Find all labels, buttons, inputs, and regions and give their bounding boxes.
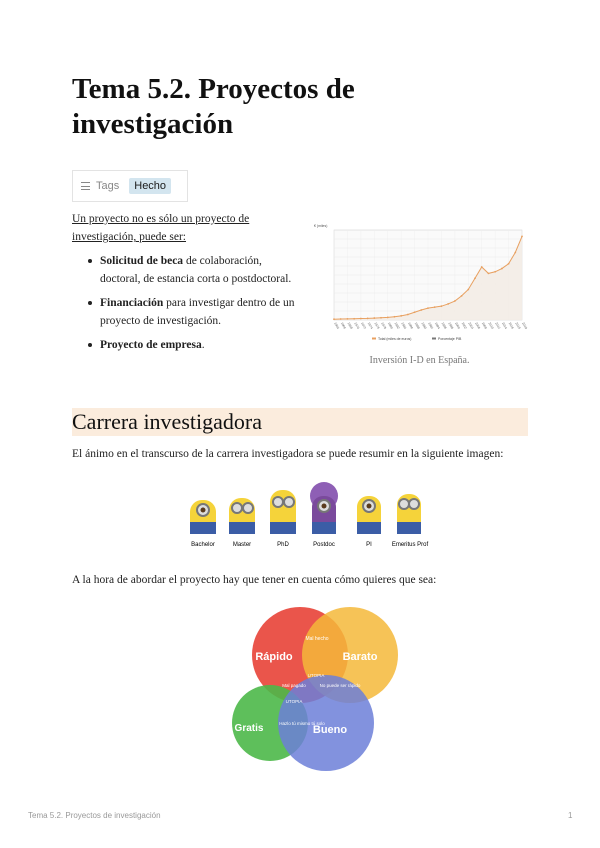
bullet-bold: Financiación [100,297,164,309]
minion-label: Bachelor [191,542,215,548]
list-item [100,252,296,288]
chart-point [441,305,443,307]
minion-emeritus [397,494,421,534]
minion-label: PI [366,542,372,548]
venn-svg [222,605,402,775]
minions-image [182,478,437,550]
chart-x-tick-label: 2006 [474,321,482,330]
chart-x-tick-label: 2010 [487,321,495,330]
list-item [100,294,296,330]
page-number: 1 [568,811,573,820]
chart-x-tick-label: 1978 [380,321,388,330]
intro-text: Un proyecto no es sólo un proyecto de investigación, puede ser: [72,213,250,243]
minion-label: Master [232,542,252,548]
investment-chart [312,220,527,345]
venn-label: Rápido [255,651,293,663]
minions-illustration [182,478,437,550]
chart-x-tick-label: 1966 [339,321,347,330]
chart-point [333,318,335,320]
chart-x-tick-label: 1990 [420,321,428,330]
chart-x-tick-label: 2000 [453,321,462,330]
chart-point [400,315,402,317]
chart-x-tick-label: 1992 [427,321,435,330]
chart-point [394,316,396,318]
chart-point [420,309,422,311]
venn-overlap-label: UTOPIA [285,699,303,704]
tag-badge[interactable]: Hecho [129,178,171,194]
venn-label: Bueno [312,724,348,736]
chart-x-tick-label: 2019 [521,321,529,330]
chart-point [387,317,389,319]
venn-label: Gratis [234,723,264,734]
chart-point [407,314,409,316]
bullet-text: para investigar dentro de un proyecto de investigación. [100,297,295,327]
chart-point [353,318,355,320]
chart-point [488,272,490,274]
properties-block [72,170,188,202]
minion-bachelor [190,500,216,534]
chart-point [340,318,342,320]
minion-label: PhD [277,542,289,548]
minion-postdoc [310,482,338,534]
chart-point [508,263,510,265]
chart-legend-label: Porcentaje PIB [438,337,462,341]
chart-x-tick-label: 2004 [467,321,475,330]
chart-point [521,236,523,238]
chart-x-tick-label: 1972 [359,321,368,330]
bullet-bold: Proyecto de empresa [100,339,202,351]
bullet-text: . [201,339,205,351]
chart-legend-swatch [372,338,376,340]
chart-x-tick-label: 1998 [447,321,455,330]
chart-x-tick-label: 1976 [373,321,381,330]
chart-x-tick-label: 2008 [480,321,488,330]
chart-x-tick-label: 1974 [366,321,374,330]
chart-point [434,306,436,308]
chart-x-tick-label: 2002 [460,321,468,330]
venn-overlap-label: UTOPIA [307,673,325,678]
list-icon [81,182,90,190]
chart-x-tick-label: 1986 [406,321,415,330]
bullet-list [100,252,296,360]
chart-point [360,318,362,320]
section-heading: Carrera investigadora [72,408,528,436]
bullet-text: de colaboración, doctoral, de estancia corta o postdoctoral. [100,255,292,285]
minion-phd [270,490,296,534]
venn-overlap-label: Mal pagado [282,683,306,688]
page-title: Tema 5.2. Proyectos de investigación [72,73,355,140]
chart-x-tick-label: 1982 [393,321,401,330]
chart-legend-label: Total (miles de euros) [378,337,412,341]
chart-x-tick-label: 1984 [400,321,408,330]
chart-point [514,252,516,254]
minion-label: Emeritus Prof [391,542,429,548]
chart-x-tick-label: 1994 [433,321,441,330]
paragraph-2: A la hora de abordar el proyecto hay que tener en cuenta cómo quieres que sea: [72,574,437,586]
chart-x-tick-label: 1988 [413,321,421,330]
venn-overlap-label: Hazlo tú mismo tú solo [279,721,325,726]
chart-x-tick-label: 1964 [333,321,341,330]
chart-x-tick-label: 2018 [514,321,522,330]
chart-point [414,311,416,313]
chart-point [467,289,469,291]
page-footer: Tema 5.2. Proyectos de investigación [28,811,161,820]
tags-label: Tags [96,180,120,192]
venn-label: Barato [342,651,378,663]
chart-point [427,307,429,309]
chart-point [494,271,496,273]
chart-x-tick-label: 2016 [507,321,515,330]
minion-master [229,498,255,534]
chart-point [447,303,449,305]
chart-point [454,300,456,302]
chart-x-tick-label: 1970 [353,321,361,330]
chart-x-tick-label: 1996 [440,321,448,330]
chart-legend-swatch [432,338,436,340]
chart-point [347,318,349,320]
chart-point [380,317,382,319]
venn-diagram [222,605,402,775]
chart-point [501,268,503,270]
chart-point [367,317,369,319]
list-item [100,336,296,354]
chart-point [373,317,375,319]
minion-pi [357,496,381,534]
chart-x-tick-label: 1980 [386,321,394,330]
chart-point [461,295,463,297]
chart-x-tick-label: 2012 [494,321,502,330]
chart-x-tick-label: 1968 [346,321,354,330]
chart-x-tick-label: 2014 [500,321,509,330]
venn-overlap-label: No puede ser rápido [319,683,361,688]
chart-y-unit: € (miles) [314,224,328,228]
figure-caption: Inversión I-D en España. [369,355,470,366]
chart-point [481,266,483,268]
investment-chart-svg [312,220,527,345]
venn-overlap-label: Mal hecho [305,636,329,642]
chart-point [474,277,476,279]
minion-label: Postdoc [313,542,335,548]
paragraph-1: El ánimo en el transcurso de la carrera investigadora se puede resumir en la siguiente imagen: [72,448,504,460]
bullet-bold: Solicitud de beca [100,255,184,267]
